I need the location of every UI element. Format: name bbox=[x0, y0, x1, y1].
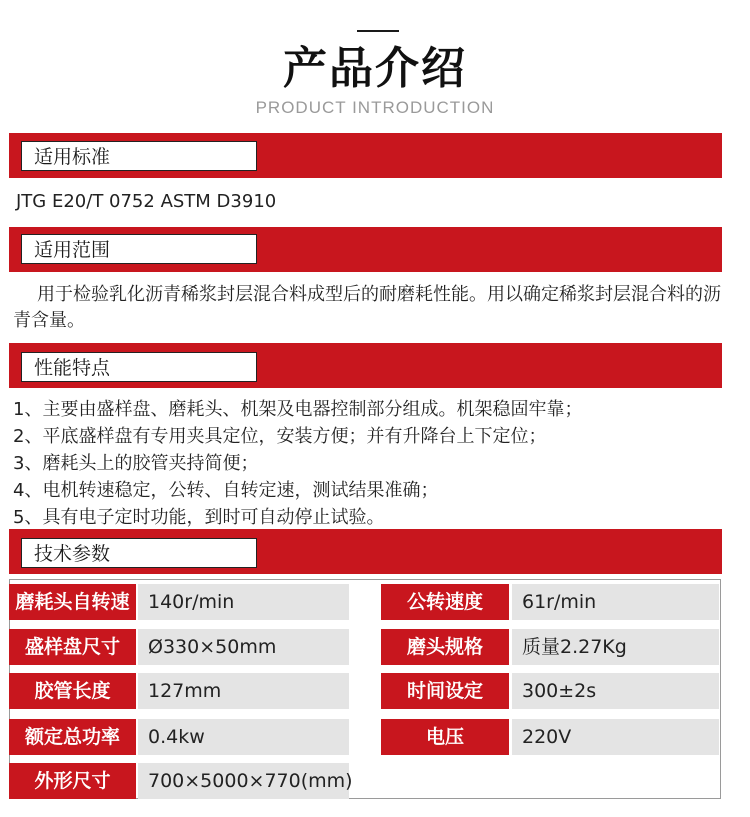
spec-label-voltage: 电压 bbox=[381, 719, 509, 755]
page-title: 产品介绍 bbox=[283, 43, 467, 94]
spec-label-tray-size: 盛样盘尺寸 bbox=[9, 629, 136, 665]
spec-value-dimensions: 700×5000×770(mm) bbox=[138, 763, 349, 799]
spec-value-tray-size: Ø330×50mm bbox=[138, 629, 349, 665]
section-heading-standard: 适用标准 bbox=[21, 141, 257, 171]
spec-label-time-setting: 时间设定 bbox=[381, 673, 509, 709]
spec-label-hose-length: 胶管长度 bbox=[9, 673, 136, 709]
spec-value-rotation-speed: 140r/min bbox=[138, 584, 349, 620]
standard-text: JTG E20/T 0752 ASTM D3910 bbox=[16, 191, 277, 212]
feature-item: 1、主要由盛样盘、磨耗头、机架及电器控制部分组成。机架稳固牢靠； bbox=[13, 399, 583, 420]
feature-item: 4、电机转速稳定，公转、自转定速，测试结果准确； bbox=[13, 480, 439, 501]
spec-value-voltage: 220V bbox=[512, 719, 719, 755]
feature-item: 3、磨耗头上的胶管夹持简便； bbox=[13, 453, 259, 474]
feature-item: 2、平底盛样盘有专用夹具定位，安装方便；并有升降台上下定位； bbox=[13, 426, 547, 447]
section-heading-features: 性能特点 bbox=[21, 352, 257, 382]
spec-label-dimensions: 外形尺寸 bbox=[9, 763, 136, 799]
section-heading-scope: 适用范围 bbox=[21, 234, 257, 264]
section-band-features bbox=[9, 343, 722, 388]
spec-value-head-spec: 质量2.27Kg bbox=[512, 629, 719, 665]
scope-text: 用于检验乳化沥青稀浆封层混合料成型后的耐磨耗性能。用以确定稀浆封层混合料的沥青含量。 bbox=[13, 284, 721, 331]
title-decoration-line bbox=[357, 30, 399, 32]
spec-value-revolution-speed: 61r/min bbox=[512, 584, 719, 620]
feature-item: 5、具有电子定时功能，到时可自动停止试验。 bbox=[13, 507, 385, 528]
features-list bbox=[13, 396, 738, 531]
section-band-specs bbox=[9, 529, 722, 574]
spec-label-rated-power: 额定总功率 bbox=[9, 719, 136, 755]
section-band-scope bbox=[9, 227, 722, 272]
spec-value-hose-length: 127mm bbox=[138, 673, 349, 709]
spec-label-rotation-speed: 磨耗头自转速 bbox=[9, 584, 136, 620]
section-heading-specs: 技术参数 bbox=[21, 538, 257, 568]
page-subtitle: PRODUCT INTRODUCTION bbox=[255, 98, 495, 117]
spec-label-revolution-speed: 公转速度 bbox=[381, 584, 509, 620]
spec-label-head-spec: 磨头规格 bbox=[381, 629, 509, 665]
spec-value-time-setting: 300±2s bbox=[512, 673, 719, 709]
section-band-standard bbox=[9, 133, 722, 178]
spec-value-rated-power: 0.4kw bbox=[138, 719, 349, 755]
